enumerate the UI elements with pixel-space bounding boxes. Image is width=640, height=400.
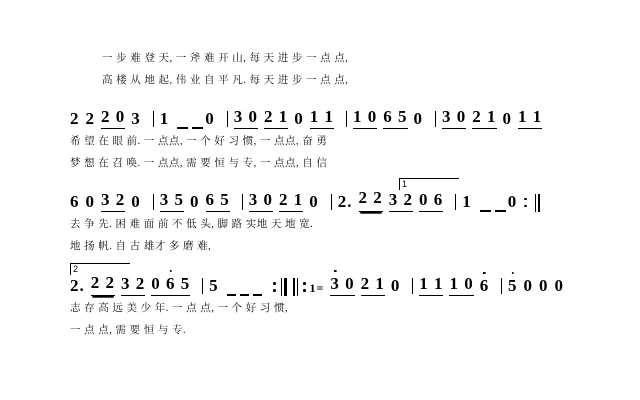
note-group-beamed: 0 6 5 — [151, 274, 190, 296]
note-group-beamed: 6 5 — [206, 190, 230, 212]
note-group: 1 — [159, 109, 170, 128]
first-ending-bracket — [399, 178, 459, 190]
system-3-lyrics-line-2: 地 扬 帆. 自 古 雄才 多 磨 难, — [70, 240, 212, 252]
note-group: 5 — [508, 276, 518, 295]
note-group: 0 — [554, 276, 565, 295]
note-group-beamed-16th: 2 2 — [91, 273, 115, 297]
note-group-beamed: 2 0 — [101, 107, 125, 129]
note-group-beamed: 3 2 — [389, 190, 413, 212]
system-2-lyrics-line-1: 希 望 在 眼 前. 一 点点, 一 个 好 习 惯, 一 点点, 奋 勇 — [70, 136, 328, 147]
note-group-beamed: 2 1 — [472, 107, 496, 129]
repeat-dots — [523, 194, 528, 212]
barline — [227, 111, 228, 127]
system-4-lyrics-line-1: 志 存 高 远 美 少 年. 一 点 点, 一 个 好 习 惯, — [70, 303, 289, 314]
repeat-end-barline — [532, 194, 540, 212]
barline — [153, 194, 154, 210]
note-group: 0 — [390, 276, 401, 295]
note-group-beamed: 2 1 — [264, 107, 288, 129]
note-group-dotted: 2. — [70, 276, 85, 295]
barline — [435, 111, 436, 127]
note-group: 0 — [190, 191, 200, 211]
barline — [455, 194, 456, 210]
note-group: 0 — [85, 191, 95, 211]
hold-dash — [495, 210, 506, 212]
note-group-beamed: 3 0 — [249, 190, 273, 212]
system-4 — [70, 263, 570, 338]
system-4-lyrics-line-2: 一 点 点, 需 要 恒 与 专. — [70, 325, 187, 336]
hold-dash — [240, 294, 249, 296]
note-group: 0 — [413, 109, 423, 128]
hold-dash — [253, 294, 262, 296]
repeat-start-barline — [293, 278, 300, 296]
note-group-beamed: 1 0 — [353, 107, 377, 129]
system-1 — [70, 50, 570, 87]
system-3-lyrics-line-1: 去 争 先. 困 难 面 前 不 低 头, 脚 路 实地 天 地 宽. — [70, 218, 314, 230]
note-group-beamed: 2 1 — [361, 274, 385, 296]
system-3 — [70, 179, 570, 253]
note-group: 0 — [131, 191, 141, 211]
note-group: 0 — [502, 109, 512, 128]
hold-dash — [177, 127, 188, 129]
system-1-lyrics-line-2: 高 楼 从 地 起, 伟 业 自 平 凡. 每 天 进 步 一 点 点, — [102, 75, 349, 86]
note-group-beamed: 3 5 — [160, 190, 184, 212]
note-group: 0 — [309, 191, 319, 211]
note-group: 6 — [479, 276, 490, 295]
note-group-beamed: 6 5 — [383, 107, 407, 129]
system-1-lyrics-line-1: 一 步 难 登 天, 一 斧 难 开 山, 每 天 进 步 一 点 点, — [102, 53, 349, 64]
note-group-beamed: 1 1 — [518, 107, 542, 129]
note-group: 0 — [205, 109, 215, 128]
repeat-end-barline — [280, 278, 287, 296]
system-2-notes — [70, 107, 570, 129]
note-group-beamed: 3 0 — [442, 107, 466, 129]
note-group-beamed: 3 0 — [330, 274, 354, 296]
hold-dash — [227, 294, 236, 296]
barline — [153, 111, 154, 127]
barline — [346, 111, 347, 127]
note-group-dotted: 2. — [337, 191, 353, 211]
note-group-beamed: 1 0 — [449, 274, 473, 296]
note-group: 6 — [70, 191, 80, 211]
note-group: 0 — [507, 191, 518, 211]
barline — [202, 278, 203, 294]
note-group: 1 — [462, 191, 472, 211]
note-group: 2 — [85, 109, 95, 128]
note-group-beamed: 3 2 — [101, 190, 125, 212]
system-2 — [70, 107, 570, 170]
hold-dash — [192, 127, 203, 129]
note-group-beamed: 3 0 — [234, 107, 258, 129]
note-group: 5 — [209, 276, 219, 295]
note-group: 0 — [523, 276, 534, 295]
barline — [412, 278, 413, 294]
note-group: 2 — [70, 109, 80, 128]
system-4-notes — [70, 273, 570, 297]
note-group-beamed: 3 2 — [121, 274, 145, 296]
note-group: 3 — [131, 109, 141, 128]
barline — [331, 194, 332, 210]
repeat-dots — [302, 278, 306, 296]
note-group-beamed-16th: 2 2 — [359, 188, 383, 212]
key-change-label: 1= — [309, 281, 325, 295]
barline — [242, 194, 243, 210]
system-2-lyrics-line-2: 梦 想 在 召 唤. 一 点点, 需 要 恒 与 专, 一 点点, 自 信 — [70, 158, 328, 169]
note-group-beamed: 1 1 — [419, 274, 443, 296]
barline — [501, 278, 502, 294]
note-group: 0 — [539, 276, 549, 295]
repeat-dots — [272, 278, 276, 296]
note-group: 0 — [294, 109, 304, 128]
system-3-notes — [70, 188, 570, 212]
hold-dash — [480, 210, 491, 212]
note-group-beamed: 1 1 — [310, 107, 334, 129]
note-group-beamed: 2 1 — [279, 190, 303, 212]
ending-number: 2 — [73, 263, 79, 274]
ending-number: 1 — [402, 179, 408, 189]
note-group-beamed: 0 6 — [419, 190, 443, 212]
